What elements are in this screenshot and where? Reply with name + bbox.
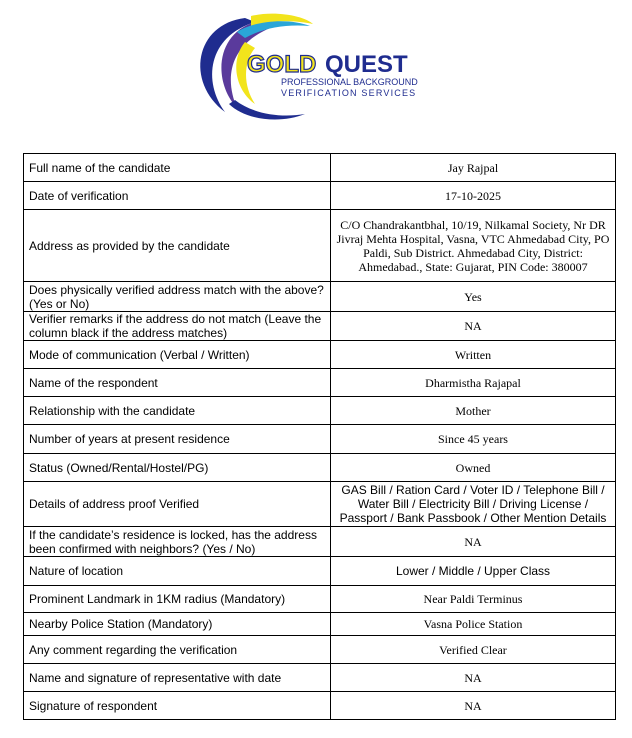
- logo-brand-gold: GOLD: [247, 51, 317, 78]
- row-value: Since 45 years: [331, 425, 616, 454]
- table-row: [24, 636, 616, 664]
- row-value: Lower / Middle / Upper Class: [331, 557, 616, 586]
- row-label: Full name of the candidate: [24, 154, 331, 182]
- row-label: Signature of respondent: [24, 692, 331, 720]
- table-row: [24, 282, 616, 312]
- row-value: Dharmistha Rajapal: [331, 369, 616, 397]
- table-row: [24, 425, 616, 454]
- row-label: Status (Owned/Rental/Hostel/PG): [24, 454, 331, 482]
- row-value: C/O Chandrakantbhal, 10/19, Nilkamal Society, Nr DR Jivraj Mehta Hospital, Vasna, VTC Ahmedabad City, PO Paldi, Sub District. Ahmedabad City, District: Ahmedabad., State: Gujarat, PIN Code: 380007: [331, 210, 616, 282]
- row-label: Number of years at present residence: [24, 425, 331, 454]
- row-label: If the candidate’s residence is locked, has the address been confirmed with neighbors? (Yes / No): [24, 527, 331, 557]
- row-label: Relationship with the candidate: [24, 397, 331, 425]
- row-value: 17-10-2025: [331, 182, 616, 210]
- goldquest-logo: [185, 12, 455, 127]
- row-label: Verifier remarks if the address do not match (Leave the column black if the address matches): [24, 312, 331, 341]
- row-value: Jay Rajpal: [331, 154, 616, 182]
- table-row: [24, 210, 616, 282]
- row-label: Name of the respondent: [24, 369, 331, 397]
- row-value: NA: [331, 692, 616, 720]
- verification-table: [23, 153, 616, 720]
- row-value: NA: [331, 312, 616, 341]
- row-label: Nearby Police Station (Mandatory): [24, 613, 331, 636]
- table-row: [24, 154, 616, 182]
- row-value: NA: [331, 664, 616, 692]
- row-label: Address as provided by the candidate: [24, 210, 331, 282]
- row-label: Any comment regarding the verification: [24, 636, 331, 664]
- row-value: Verified Clear: [331, 636, 616, 664]
- table-row: [24, 527, 616, 557]
- row-label: Date of verification: [24, 182, 331, 210]
- table-row: [24, 454, 616, 482]
- row-value: Vasna Police Station: [331, 613, 616, 636]
- row-label: Nature of location: [24, 557, 331, 586]
- table-row: [24, 397, 616, 425]
- table-row: [24, 613, 616, 636]
- row-value: Written: [331, 341, 616, 369]
- row-label: Name and signature of representative with date: [24, 664, 331, 692]
- row-value: NA: [331, 527, 616, 557]
- table-row: [24, 182, 616, 210]
- row-value: Owned: [331, 454, 616, 482]
- row-label: Does physically verified address match with the above? (Yes or No): [24, 282, 331, 312]
- table-row: [24, 557, 616, 586]
- table-row: [24, 692, 616, 720]
- row-label: Details of address proof Verified: [24, 482, 331, 527]
- row-label: Prominent Landmark in 1KM radius (Mandatory): [24, 586, 331, 613]
- logo-tagline-line2: VERIFICATION SERVICES: [281, 88, 417, 98]
- table-row: [24, 312, 616, 341]
- table-row: [24, 482, 616, 527]
- logo-tagline-line1: PROFESSIONAL BACKGROUND: [281, 77, 418, 87]
- row-value: Mother: [331, 397, 616, 425]
- table-row: [24, 341, 616, 369]
- table-row: [24, 664, 616, 692]
- row-value: Yes: [331, 282, 616, 312]
- table-row: [24, 586, 616, 613]
- row-value: GAS Bill / Ration Card / Voter ID / Telephone Bill / Water Bill / Electricity Bill / Driving License / Passport / Bank Passbook / Other Mention Details: [331, 482, 616, 527]
- row-label: Mode of communication (Verbal / Written): [24, 341, 331, 369]
- goldquest-logo-graphic: [185, 12, 455, 127]
- table-row: [24, 369, 616, 397]
- logo-brand-quest: QUEST: [325, 51, 408, 78]
- row-value: Near Paldi Terminus: [331, 586, 616, 613]
